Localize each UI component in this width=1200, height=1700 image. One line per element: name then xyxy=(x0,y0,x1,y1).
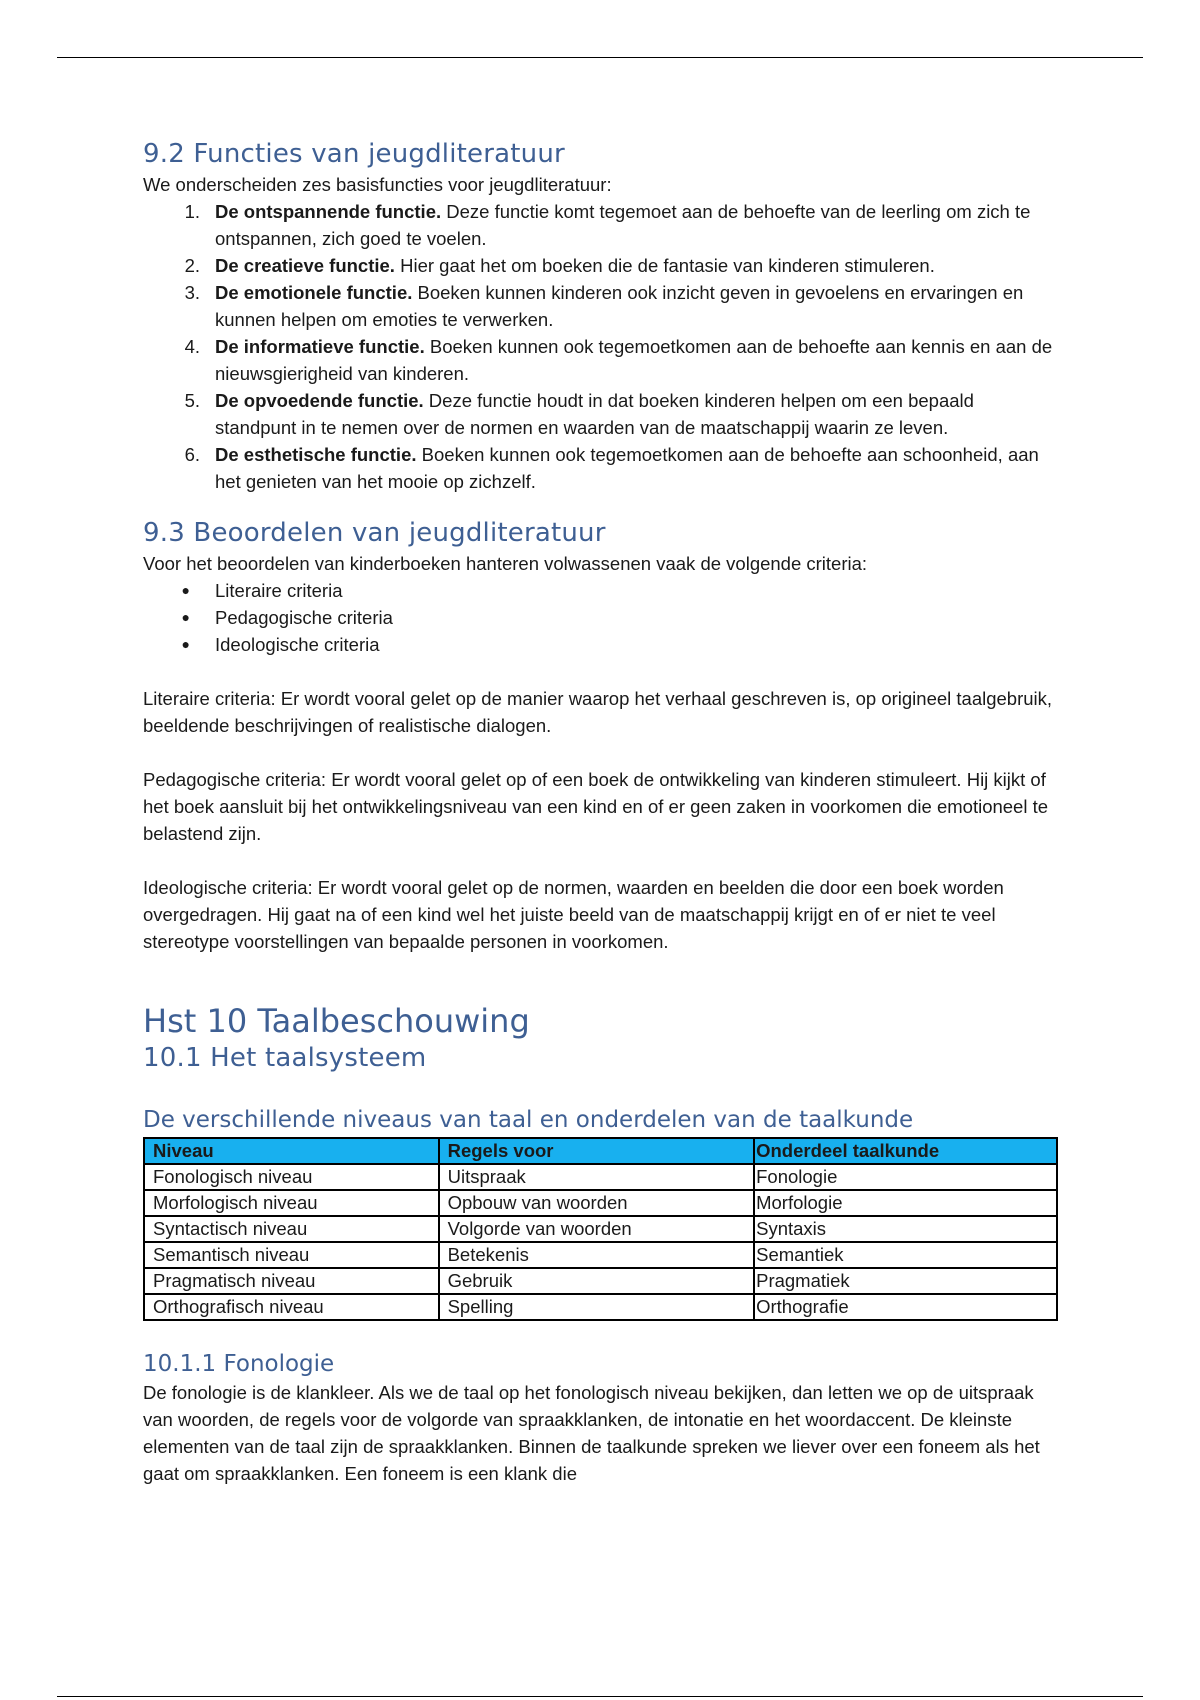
heading-9-2: 9.2 Functies van jeugdliteratuur xyxy=(143,139,565,169)
list-number: 1. xyxy=(184,201,200,222)
page-top-rule xyxy=(57,57,1143,58)
column-header: Onderdeel taalkunde xyxy=(754,1138,1057,1164)
paragraph-fonologie: De fonologie is de klankleer. Als we de taal op het fonologisch niveau bekijken, dan letten we op de uitspraak van woorden, de regels voor de volgorde van spraakklanken, de intonatie en het woordaccent. De kleinste elementen van de taal zijn de spraakklanken. Binnen de taalkunde spreken we liever over een foneem als het gaat om spraakklanken. Een foneem is een klank die xyxy=(143,1382,1040,1484)
list-item-title: De opvoedende functie. xyxy=(215,390,424,411)
list-item-text: Ideologische criteria xyxy=(215,634,380,655)
list-number: 3. xyxy=(184,282,200,303)
table-title: De verschillende niveaus van taal en onderdelen van de taalkunde xyxy=(143,1107,914,1133)
table-cell: Orthografie xyxy=(754,1294,1057,1320)
list-item xyxy=(143,441,1058,495)
table-row xyxy=(144,1268,1057,1294)
list-number: 2. xyxy=(184,255,200,276)
levels-table xyxy=(143,1137,1058,1321)
list-item xyxy=(143,631,1058,658)
bullet-icon: ● xyxy=(181,582,190,598)
list-item-text: Boeken kunnen ook tegemoetkomen aan de behoefte aan schoonheid, aan het genieten van het mooie op zichzelf. xyxy=(215,444,1039,492)
column-header: Niveau xyxy=(144,1138,439,1164)
table-row xyxy=(144,1190,1057,1216)
list-item xyxy=(143,198,1058,252)
table-cell: Semantiek xyxy=(754,1242,1057,1268)
list-item-text: Boeken kunnen ook tegemoetkomen aan de behoefte aan kennis en aan de nieuwsgierigheid van kinderen. xyxy=(215,336,1053,384)
list-item-text: Deze functie houdt in dat boeken kinderen helpen om een bepaald standpunt in te nemen over de normen en waarden van de maatschappij waarin ze leven. xyxy=(215,390,974,438)
list-number: 6. xyxy=(184,444,200,465)
table-cell: Morfologie xyxy=(754,1190,1057,1216)
table-cell: Gebruik xyxy=(439,1268,755,1294)
table-cell: Orthografisch niveau xyxy=(144,1294,439,1320)
paragraph-literair: Literaire criteria: Er wordt vooral gelet op de manier waarop het verhaal geschreven is, op origineel taalgebruik, beeldende beschrijvingen of realistische dialogen. xyxy=(143,688,1053,736)
paragraph-pedagogisch: Pedagogische criteria: Er wordt vooral gelet op of een boek de ontwikkeling van kinderen stimuleert. Hij kijkt of het boek aansluit bij het ontwikkelingsniveau van een kind en of er geen zaken in voorkomen die emotioneel te belastend zijn. xyxy=(143,769,1049,844)
table-cell: Morfologisch niveau xyxy=(144,1190,439,1216)
table-row xyxy=(144,1294,1057,1320)
list-item-text: Deze functie komt tegemoet aan de behoefte van de leerling om zich te ontspannen, zich goed te voelen. xyxy=(215,201,1031,249)
table-cell: Betekenis xyxy=(439,1242,755,1268)
table-cell: Volgorde van woorden xyxy=(439,1216,755,1242)
list-item-title: De informatieve functie. xyxy=(215,336,425,357)
list-item-text: Boeken kunnen kinderen ook inzicht geven in gevoelens en ervaringen en kunnen helpen om emoties te verwerken. xyxy=(215,282,1024,330)
list-item-text: Literaire criteria xyxy=(215,580,343,601)
criteria-list xyxy=(143,577,1058,658)
heading-10-1: 10.1 Het taalsysteem xyxy=(143,1043,427,1073)
table-cell: Uitspraak xyxy=(439,1164,755,1190)
list-item xyxy=(143,577,1058,604)
intro-9-3: Voor het beoordelen van kinderboeken hanteren volwassenen vaak de volgende criteria: xyxy=(143,553,868,574)
list-item-title: De ontspannende functie. xyxy=(215,201,442,222)
document-page xyxy=(143,137,1058,1487)
heading-9-3: 9.3 Beoordelen van jeugdliteratuur xyxy=(143,518,606,548)
bullet-icon: ● xyxy=(181,636,190,652)
chapter-heading: Hst 10 Taalbeschouwing xyxy=(143,1002,530,1040)
list-item xyxy=(143,604,1058,631)
table-cell: Syntaxis xyxy=(754,1216,1057,1242)
table-row xyxy=(144,1242,1057,1268)
list-item-title: De emotionele functie. xyxy=(215,282,413,303)
functions-list xyxy=(143,198,1058,495)
list-item xyxy=(143,333,1058,387)
table-header-row xyxy=(144,1138,1057,1164)
list-item-title: De esthetische functie. xyxy=(215,444,417,465)
column-header: Regels voor xyxy=(439,1138,755,1164)
table-cell: Pragmatisch niveau xyxy=(144,1268,439,1294)
table-row xyxy=(144,1216,1057,1242)
list-number: 4. xyxy=(184,336,200,357)
bullet-icon: ● xyxy=(181,609,190,625)
table-cell: Fonologisch niveau xyxy=(144,1164,439,1190)
table-cell: Spelling xyxy=(439,1294,755,1320)
list-item xyxy=(143,279,1058,333)
list-item-text: Hier gaat het om boeken die de fantasie van kinderen stimuleren. xyxy=(394,255,935,276)
table-cell: Semantisch niveau xyxy=(144,1242,439,1268)
list-item xyxy=(143,252,1058,279)
heading-10-1-1: 10.1.1 Fonologie xyxy=(143,1351,335,1377)
list-item-title: De creatieve functie. xyxy=(215,255,395,276)
list-item xyxy=(143,387,1058,441)
table-cell: Opbouw van woorden xyxy=(439,1190,755,1216)
table-cell: Syntactisch niveau xyxy=(144,1216,439,1242)
list-number: 5. xyxy=(184,390,200,411)
table-cell: Fonologie xyxy=(754,1164,1057,1190)
intro-9-2: We onderscheiden zes basisfuncties voor jeugdliteratuur: xyxy=(143,174,612,195)
page-bottom-rule xyxy=(57,1696,1143,1697)
list-item-text: Pedagogische criteria xyxy=(215,607,393,628)
table-row xyxy=(144,1164,1057,1190)
paragraph-ideologisch: Ideologische criteria: Er wordt vooral gelet op de normen, waarden en beelden die door een boek worden overgedragen. Hij gaat na of een kind wel het juiste beeld van de maatschappij krijgt en of er niet te veel stereotype voorstellingen van bepaalde personen in voorkomen. xyxy=(143,877,1004,952)
table-cell: Pragmatiek xyxy=(754,1268,1057,1294)
